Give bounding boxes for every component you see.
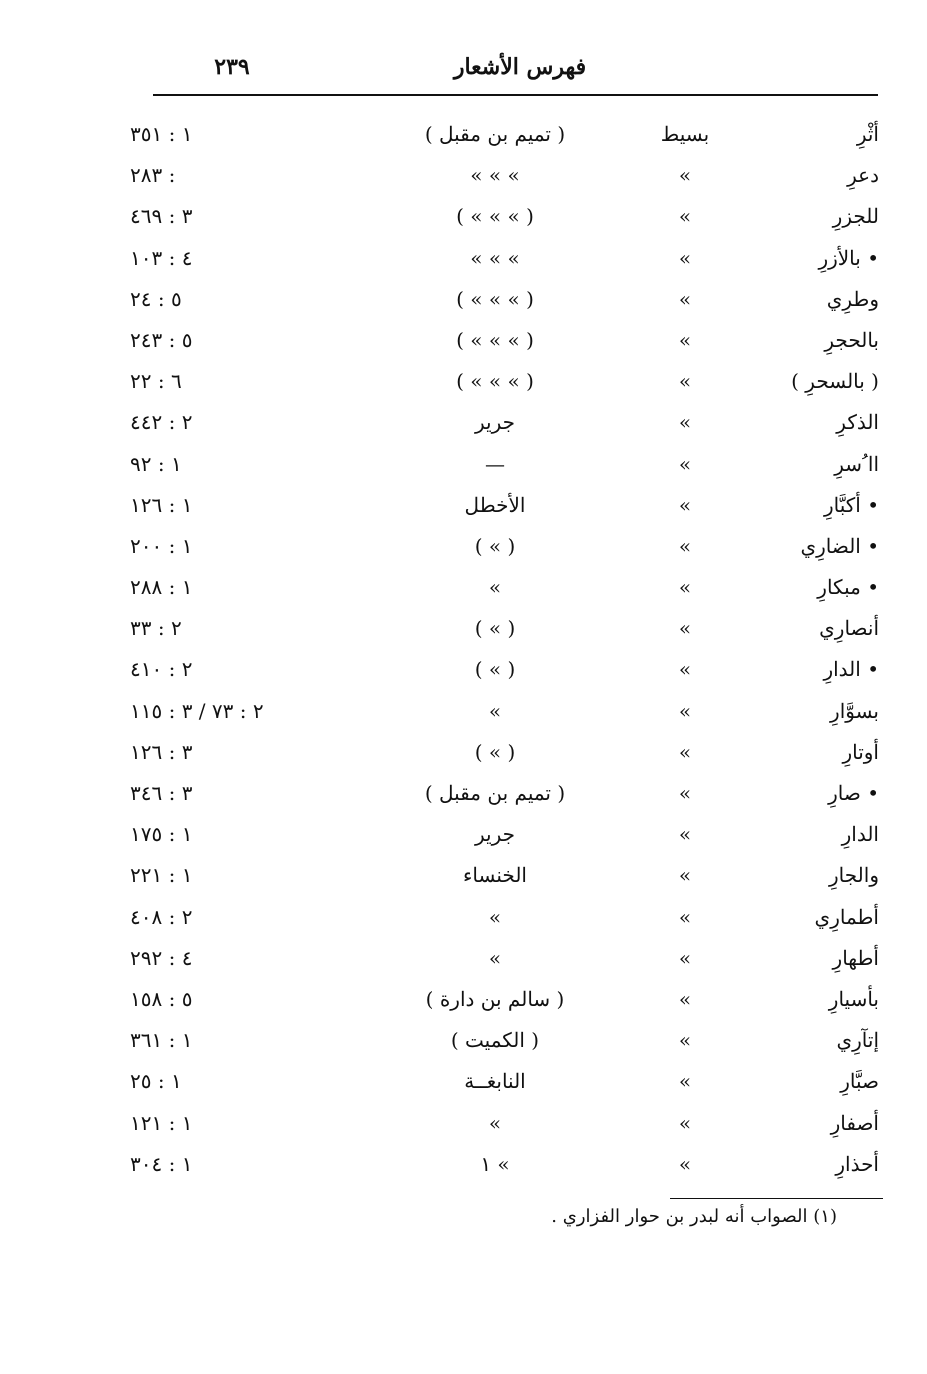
rhyme-cell: إتآرِي xyxy=(836,1028,879,1053)
poet-cell: » xyxy=(488,904,502,929)
reference-cell: ٣ : ٣٤٦ xyxy=(130,781,193,805)
meter-cell: » xyxy=(678,327,692,352)
poet-cell: ( » » » ) xyxy=(456,286,534,311)
footnote: (١) الصواب أنه لبدر بن حوار الفزاري . xyxy=(551,1206,837,1227)
index-row xyxy=(0,363,927,404)
poet-cell: » » » xyxy=(470,163,520,188)
poet-cell: » » » xyxy=(470,245,520,270)
rhyme-cell: بأسيارِ xyxy=(828,986,879,1011)
rhyme-cell: أوتارِ xyxy=(842,739,879,764)
reference-cell: ٢ : ٤١٠ xyxy=(130,657,193,682)
poet-cell: الخنساء xyxy=(463,863,527,888)
poet-cell: ( » » » ) xyxy=(456,369,534,394)
poet-cell: ( » » » ) xyxy=(456,327,534,352)
index-row xyxy=(0,775,927,816)
rhyme-cell: بسوَّارِ xyxy=(830,698,879,723)
meter-cell: » xyxy=(678,986,692,1011)
rhyme-cell: أطمارِي xyxy=(814,904,879,929)
rhyme-cell: أحذارِ xyxy=(835,1151,879,1176)
reference-cell: ٤ : ١٠٣ xyxy=(130,245,193,270)
reference-cell: ٦ : ٢٢ xyxy=(130,369,182,394)
meter-cell: » xyxy=(678,533,692,558)
meter-cell: » xyxy=(678,657,692,682)
rhyme-cell: ( بالسحرِ ) xyxy=(791,369,879,394)
reference-cell: ١ : ٣٥١ xyxy=(130,122,193,146)
reference-cell: ١ : ٩٢ xyxy=(130,451,182,476)
index-row xyxy=(0,528,927,569)
rhyme-cell: • مبكارِ xyxy=(817,575,879,600)
reference-cell: ٥ : ٢٤٣ xyxy=(130,327,193,352)
reference-cell: ٤ : ٢٩٢ xyxy=(130,945,193,970)
index-row xyxy=(0,1146,927,1187)
poet-cell: ( » ) xyxy=(474,616,516,641)
poet-cell: جرير xyxy=(475,410,515,435)
meter-cell: » xyxy=(678,739,692,764)
index-row xyxy=(0,240,927,281)
meter-cell: » xyxy=(678,492,692,517)
reference-cell: : ٢٨٣ xyxy=(130,163,176,188)
meter-cell: » xyxy=(678,1151,692,1176)
page-number: ٢٣٩ xyxy=(214,54,250,80)
reference-cell: ٢ : ٣٣ xyxy=(130,616,182,641)
index-row xyxy=(0,1063,927,1104)
reference-cell: ٢ : ٤٠٨ xyxy=(130,904,193,929)
rhyme-cell: للجزرِ xyxy=(832,204,879,229)
rhyme-cell: الدارِ xyxy=(841,822,879,847)
meter-cell: » xyxy=(678,616,692,641)
reference-cell: ٢ : ٧٣ / ٣ : ١١٥ xyxy=(130,698,264,723)
meter-cell: » xyxy=(678,451,692,476)
index-row xyxy=(0,651,927,692)
poet-cell: ( » ) xyxy=(474,657,516,682)
poet-cell: الأخطل xyxy=(464,492,526,517)
rhyme-cell: • بالأزرِ xyxy=(818,245,879,270)
meter-cell: » xyxy=(678,698,692,723)
meter-cell: » xyxy=(678,863,692,888)
meter-cell: » xyxy=(678,1069,692,1094)
index-row xyxy=(0,1022,927,1063)
index-row xyxy=(0,446,927,487)
meter-cell: » xyxy=(678,1028,692,1053)
rhyme-cell: أثْرِ xyxy=(856,122,879,146)
index-row xyxy=(0,157,927,198)
index-row xyxy=(0,1105,927,1146)
poet-cell: ( » ) xyxy=(474,533,516,558)
rhyme-cell: • الضارِي xyxy=(800,533,879,558)
meter-cell: » xyxy=(678,781,692,805)
reference-cell: ١ : ٣٠٤ xyxy=(130,1151,193,1176)
poet-cell: » xyxy=(488,1110,502,1135)
reference-cell: ٢ : ٤٤٢ xyxy=(130,410,193,435)
reference-cell: ١ : ١٧٥ xyxy=(130,822,193,847)
rhyme-cell: • صارِ xyxy=(828,781,879,805)
rhyme-cell: صبَّارِ xyxy=(840,1069,879,1094)
meter-cell: » xyxy=(678,163,692,188)
index-row xyxy=(0,981,927,1022)
poetry-index-list xyxy=(0,116,927,1187)
reference-cell: ٣ : ٤٦٩ xyxy=(130,204,193,229)
poet-cell: ( تميم بن مقبل ) xyxy=(424,122,566,146)
index-row xyxy=(0,693,927,734)
page-title: فهرس الأشعار xyxy=(453,54,587,80)
reference-cell: ٥ : ١٥٨ xyxy=(130,986,193,1011)
index-row xyxy=(0,116,927,157)
index-row xyxy=(0,610,927,651)
meter-cell: » xyxy=(678,1110,692,1135)
rhyme-cell: أنصارِي xyxy=(819,616,879,641)
poet-cell: » xyxy=(488,698,502,723)
meter-cell: بسيط xyxy=(660,122,710,146)
index-row xyxy=(0,404,927,445)
meter-cell: » xyxy=(678,369,692,394)
rhyme-cell: وطرِي xyxy=(826,286,879,311)
poet-cell: ( الكميت ) xyxy=(450,1028,540,1053)
index-row xyxy=(0,940,927,981)
rhyme-cell: أطهارِ xyxy=(832,945,879,970)
index-row xyxy=(0,857,927,898)
poet-cell: ( سالم بن دارة ) xyxy=(425,986,565,1011)
index-row xyxy=(0,816,927,857)
poet-cell: » xyxy=(488,575,502,600)
reference-cell: ١ : ٢٢١ xyxy=(130,863,193,888)
reference-cell: ٣ : ١٢٦ xyxy=(130,739,193,764)
index-row xyxy=(0,569,927,610)
index-row xyxy=(0,899,927,940)
meter-cell: » xyxy=(678,204,692,229)
poet-cell: ( » ) xyxy=(474,739,516,764)
poet-cell: جرير xyxy=(475,822,515,847)
rhyme-cell: • الدارِ xyxy=(823,657,879,682)
meter-cell: » xyxy=(678,245,692,270)
reference-cell: ١ : ٢٠٠ xyxy=(130,533,193,558)
poet-cell: — xyxy=(485,451,505,476)
rhyme-cell: • أكبَّارِ xyxy=(823,492,879,517)
poet-cell: » xyxy=(488,945,502,970)
reference-cell: ١ : ٢٥ xyxy=(130,1069,182,1094)
poet-cell: ( تميم بن مقبل ) xyxy=(424,781,566,805)
meter-cell: » xyxy=(678,286,692,311)
index-row xyxy=(0,487,927,528)
reference-cell: ١ : ٣٦١ xyxy=(130,1028,193,1053)
reference-cell: ١ : ١٢١ xyxy=(130,1110,193,1135)
rhyme-cell: دعرِ xyxy=(847,163,879,188)
meter-cell: » xyxy=(678,822,692,847)
meter-cell: » xyxy=(678,945,692,970)
reference-cell: ١ : ١٢٦ xyxy=(130,492,193,517)
footnote-divider xyxy=(670,1198,883,1199)
reference-cell: ٥ : ٢٤ xyxy=(130,286,182,311)
index-row xyxy=(0,198,927,239)
index-row xyxy=(0,734,927,775)
rhyme-cell: اا ُسرِ xyxy=(834,451,879,476)
rhyme-cell: أصفارِ xyxy=(830,1110,879,1135)
poet-cell: ( » » » ) xyxy=(456,204,534,229)
header-divider xyxy=(153,94,878,96)
rhyme-cell: الذكرِ xyxy=(836,410,879,435)
meter-cell: » xyxy=(678,410,692,435)
meter-cell: » xyxy=(678,904,692,929)
meter-cell: » xyxy=(678,575,692,600)
index-row xyxy=(0,322,927,363)
rhyme-cell: بالحجرِ xyxy=(824,327,879,352)
index-row xyxy=(0,281,927,322)
poet-cell: » ١ xyxy=(480,1151,510,1176)
poet-cell: النابغــة xyxy=(464,1069,526,1094)
reference-cell: ١ : ٢٨٨ xyxy=(130,575,193,600)
rhyme-cell: والجارِ xyxy=(829,863,879,888)
